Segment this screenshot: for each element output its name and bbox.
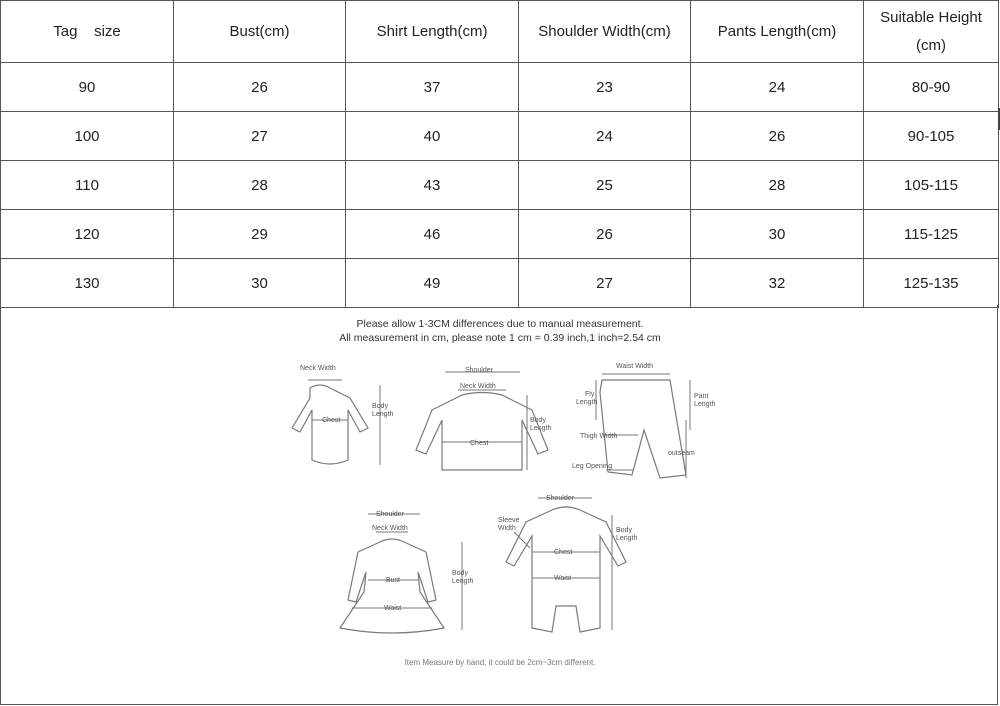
cell-tag-size: 120 [1,210,174,259]
cell-bust: 30 [174,259,346,308]
cell-shoulder-width: 26 [519,210,691,259]
cell-bust: 29 [174,210,346,259]
cell-shirt-length: 40 [346,112,519,161]
garment-illustrations [240,310,760,690]
header-pants-length: Pants Length(cm) [691,1,864,63]
romper-length-label: Length [616,535,638,542]
romper-illustration [498,495,638,632]
table-row [1,161,999,210]
romper-chest-label: Chest [554,549,573,556]
shirt-length-label: Length [530,425,552,432]
cell-pants-length: 30 [691,210,864,259]
header-suitable-height-text: Suitable Height (cm) [880,8,982,54]
bodysuit-body-label: Body [372,403,388,410]
dress-length-label: Length [452,578,474,585]
measurement-diagram [240,310,760,690]
cell-tag-size: 130 [1,259,174,308]
romper-shoulder-label: Shoulder [546,495,575,502]
table-header-row [1,1,999,63]
cell-shoulder-width: 24 [519,112,691,161]
bodysuit-illustration [292,365,394,465]
cell-pants-length: 26 [691,112,864,161]
header-tag-size: Tag size [1,1,174,63]
cell-shoulder-width: 27 [519,259,691,308]
table-row [1,210,999,259]
dress-illustration [340,511,474,633]
note-units: All measurement in cm, please note 1 cm = 0.39 inch,1 inch=2.54 cm [339,332,661,344]
header-shoulder-width: Shoulder Width(cm) [519,1,691,63]
header-suitable-height [864,1,999,63]
pants-thigh-label: Thigh Width [580,433,618,440]
pants-waist-label: Waist Width [616,363,654,370]
pants-pant-label: Pant [694,393,709,400]
romper-body-label: Body [616,527,632,534]
cell-suitable-height: 90-105 [864,112,999,161]
cell-shirt-length: 46 [346,210,519,259]
footer-hand-measure-note: Item Measure by hand, it could be 2cm~3cm different. [404,658,596,667]
dress-bust-label: Bust [386,577,401,584]
table-row [1,63,999,112]
cell-tag-size: 110 [1,161,174,210]
shirt-shoulder-label: Shoulder [465,367,494,374]
cell-suitable-height: 80-90 [864,63,999,112]
cell-shirt-length: 43 [346,161,519,210]
cell-bust: 27 [174,112,346,161]
cell-bust: 28 [174,161,346,210]
table-row [1,112,999,161]
dress-shoulder-label: Shoulder [376,511,405,518]
bodysuit-chest-label: Chest [322,417,341,424]
cell-bust: 26 [174,63,346,112]
dress-body-label: Body [452,570,468,577]
pants-fly-label: Fly [585,391,595,398]
pants-leg-label: Leg Opening [572,463,613,470]
cell-tag-size: 90 [1,63,174,112]
shirt-illustration [416,367,552,470]
cell-shoulder-width: 23 [519,63,691,112]
cell-shirt-length: 37 [346,63,519,112]
pants-fly-length-label: Length [576,399,598,406]
romper-sleeve-label: Sleeve [498,517,520,524]
romper-waist-label: Waist [554,575,572,582]
cell-shoulder-width: 25 [519,161,691,210]
cell-pants-length: 24 [691,63,864,112]
shirt-neck-label: Neck Width [460,383,496,390]
bodysuit-length-label: Length [372,411,394,418]
cell-suitable-height: 115-125 [864,210,999,259]
header-bust: Bust(cm) [174,1,346,63]
cell-shirt-length: 49 [346,259,519,308]
pants-illustration [572,363,716,478]
cell-tag-size: 100 [1,112,174,161]
shirt-body-label: Body [530,417,546,424]
pants-outseam-label: outseam [668,450,695,457]
table-row [1,259,999,308]
size-chart-table [0,0,999,308]
dress-neck-label: Neck Width [372,525,408,532]
cell-pants-length: 32 [691,259,864,308]
romper-width-label: Width [498,525,516,532]
shirt-chest-label: Chest [470,440,489,447]
cell-suitable-height: 105-115 [864,161,999,210]
pants-pant-length-label: Length [694,401,716,408]
dress-waist-label: Waist [384,605,402,612]
header-shirt-length: Shirt Length(cm) [346,1,519,63]
bodysuit-neck-label: Neck Width [300,365,336,372]
cell-pants-length: 28 [691,161,864,210]
cell-suitable-height: 125-135 [864,259,999,308]
note-allowance: Please allow 1-3CM differences due to manual measurement. [356,318,644,330]
